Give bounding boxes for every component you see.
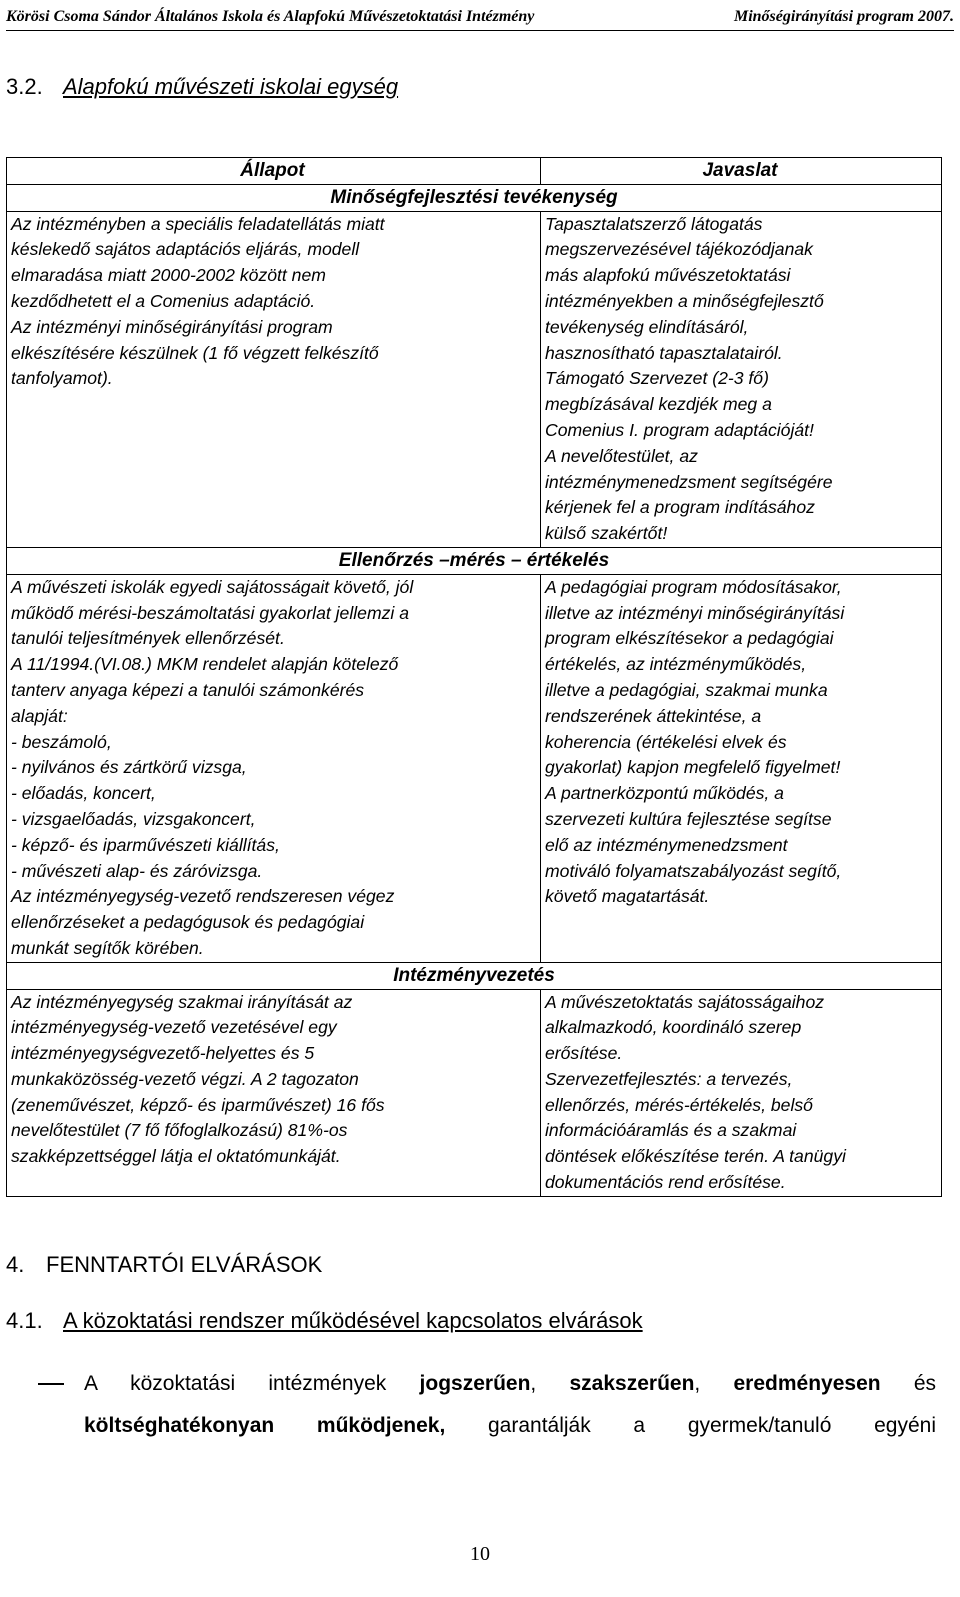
cell-line: szakképzettséggel látja el oktatómunkáját. xyxy=(11,1146,341,1167)
quality-table xyxy=(6,157,942,1197)
paragraph-text: , xyxy=(694,1372,734,1395)
group-heading-row xyxy=(7,184,942,211)
cell-line: Comenius I. program adaptációját! xyxy=(545,419,814,440)
cell-line: követő magatartását. xyxy=(545,886,710,907)
cell-line: megbízásával kezdjék meg a xyxy=(545,394,772,415)
cell-line: ellenőrzés, mérés-értékelés, belső xyxy=(545,1094,813,1115)
cell-line: rendszerének áttekintése, a xyxy=(545,705,762,726)
chapter-title: FENNTARTÓI ELVÁRÁSOK xyxy=(46,1252,323,1277)
paragraph-text: A közoktatási intézmények xyxy=(84,1372,420,1395)
cell-line: illetve a pedagógiai, szakmai munka xyxy=(545,679,828,700)
cell-line: munkát segítők körében. xyxy=(11,937,204,958)
cell-line: - képző- és iparművészeti kiállítás, xyxy=(11,834,280,855)
table-header-row xyxy=(7,158,942,185)
cell-line: - előadás, koncert, xyxy=(11,783,156,804)
cell-line: illetve az intézményi minőségirányítási xyxy=(545,602,845,623)
cell-line: tevékenység elindításáról, xyxy=(545,316,749,337)
cell-line: elő az intézménymenedzsment xyxy=(545,834,788,855)
cell-line: A művészetoktatás sajátosságaihoz xyxy=(545,991,825,1012)
cell-line: elmaradása miatt 2000-2002 között nem xyxy=(11,265,326,286)
cell-line: értékelés, az intézményműködés, xyxy=(545,654,807,675)
paragraph-emphasis: jogszerűen xyxy=(419,1372,531,1395)
cell-line: döntések előkészítése terén. A tanügyi xyxy=(545,1146,846,1167)
cell-line: munkaközösség-vezető végzi. A 2 tagozaton xyxy=(11,1068,359,1089)
section-title-text: Alapfokú művészeti iskolai egység xyxy=(63,74,399,99)
body-paragraph xyxy=(84,1363,936,1447)
paragraph-text: garantálják a gyermek/tanuló egyéni xyxy=(445,1414,936,1437)
table-row xyxy=(7,574,942,962)
chapter-number: 4. xyxy=(6,1252,25,1277)
cell-line: tanterv anyaga képezi a tanulói számonkérés xyxy=(11,679,365,700)
cell-line: alapját: xyxy=(11,705,68,726)
table-row xyxy=(7,989,942,1196)
cell-line: Az intézményi minőségirányítási program xyxy=(11,316,333,337)
cell-line: késlekedő sajátos adaptációs eljárás, modell xyxy=(11,239,360,260)
cell-javaslat xyxy=(541,574,942,962)
cell-line: kezdődhetett el a Comenius adaptáció. xyxy=(11,290,316,311)
paragraph-emphasis: szakszerűen xyxy=(569,1372,695,1395)
page-number: 10 xyxy=(470,1543,490,1565)
cell-line: nevelőtestület (7 fő főfoglalkozású) 81%-os xyxy=(11,1120,348,1141)
header-program: Minőségirányítási program 2007. xyxy=(733,8,954,25)
cell-line: koherencia (értékelési elvek és xyxy=(545,731,787,752)
cell-line: Támogató Szervezet (2-3 fő) xyxy=(545,368,769,389)
cell-line: - beszámoló, xyxy=(11,731,112,752)
cell-line: (zeneművészet, képző- és iparművészet) 16 fős xyxy=(11,1094,385,1115)
cell-line: A művészeti iskolák egyedi sajátosságait követő, jól xyxy=(11,576,414,597)
cell-line: tanfolyamot). xyxy=(11,368,113,389)
bullet-dash xyxy=(38,1383,64,1385)
cell-line: intézménymenedzsment segítségére xyxy=(545,471,833,492)
cell-line: - művészeti alap- és záróvizsga. xyxy=(11,860,263,881)
cell-javaslat xyxy=(541,989,942,1196)
paragraph-emphasis: eredményesen xyxy=(733,1372,881,1395)
page-header xyxy=(6,6,954,31)
cell-line: dokumentációs rend erősítése. xyxy=(545,1172,786,1193)
cell-line: - nyilvános és zártkörű vizsga, xyxy=(11,757,247,778)
cell-line: Az intézményegység szakmai irányítását az xyxy=(11,991,353,1012)
paragraph-text: , xyxy=(530,1372,570,1395)
cell-line: tanulói teljesítmények ellenőrzését. xyxy=(11,628,285,649)
cell-line: alkalmazkodó, koordináló szerep xyxy=(545,1017,802,1038)
cell-line: Tapasztalatszerző látogatás xyxy=(545,213,763,234)
cell-line: A partnerközpontú működés, a xyxy=(545,783,784,804)
cell-line: Szervezetfejlesztés: a tervezés, xyxy=(545,1068,793,1089)
cell-line: külső szakértőt! xyxy=(545,523,668,544)
cell-line: A 11/1994.(VI.08.) MKM rendelet alapján kötelező xyxy=(11,654,399,675)
subsection-number: 4.1. xyxy=(6,1308,43,1333)
cell-line: A nevelőtestület, az xyxy=(545,445,698,466)
group-heading-row xyxy=(7,962,942,989)
section-title xyxy=(6,74,398,100)
cell-line: elkészítésére készülnek (1 fő végzett felkészítő xyxy=(11,342,379,363)
cell-allapot xyxy=(7,574,541,962)
header-institution: Körösi Csoma Sándor Általános Iskola és Alapfokú Művészetoktatási Intézmény xyxy=(6,8,535,25)
cell-line: A pedagógiai program módosításakor, xyxy=(545,576,842,597)
group-heading-ellenorzes: Ellenőrzés –mérés – értékelés xyxy=(7,547,942,574)
cell-line: szervezeti kultúra fejlesztése segítse xyxy=(545,808,832,829)
cell-line: más alapfokú művészetoktatási xyxy=(545,265,791,286)
cell-line: információáramlás és a szakmai xyxy=(545,1120,797,1141)
cell-allapot xyxy=(7,211,541,547)
cell-line: megszervezésével tájékozódjanak xyxy=(545,239,813,260)
paragraph-text: és xyxy=(880,1372,937,1395)
cell-line: - vizsgaelőadás, vizsgakoncert, xyxy=(11,808,256,829)
cell-line: működő mérési-beszámoltatási gyakorlat jellemzi a xyxy=(11,602,409,623)
cell-line: intézményegység-vezető vezetésével egy xyxy=(11,1017,337,1038)
cell-line: intézményekben a minőségfejlesztő xyxy=(545,290,824,311)
cell-line: erősítése. xyxy=(545,1043,623,1064)
cell-line: kérjenek fel a program indításához xyxy=(545,497,815,518)
col-header-javaslat: Javaslat xyxy=(541,158,942,185)
cell-line: gyakorlat) kapjon megfelelő figyelmet! xyxy=(545,757,841,778)
group-heading-minosegfejlesztes: Minőségfejlesztési tevékenység xyxy=(7,184,942,211)
group-heading-intezmenyvezetes: Intézményvezetés xyxy=(7,962,942,989)
cell-line: motiváló folyamatszabályozást segítő, xyxy=(545,860,842,881)
col-header-allapot: Állapot xyxy=(7,158,541,185)
subsection-heading xyxy=(6,1308,643,1334)
cell-line: hasznosítható tapasztalatairól. xyxy=(545,342,783,363)
cell-allapot xyxy=(7,989,541,1196)
table-row xyxy=(7,211,942,547)
paragraph-emphasis: költséghatékonyan működjenek, xyxy=(84,1414,446,1437)
cell-line: Az intézményegység-vezető rendszeresen végez xyxy=(11,886,395,907)
cell-line: intézményegységvezető-helyettes és 5 xyxy=(11,1043,315,1064)
subsection-title: A közoktatási rendszer működésével kapcsolatos elvárások xyxy=(63,1308,643,1333)
cell-line: ellenőrzéseket a pedagógusok és pedagógiai xyxy=(11,912,365,933)
cell-line: Az intézményben a speciális feladatellátás miatt xyxy=(11,213,385,234)
section-number: 3.2. xyxy=(6,74,43,99)
group-heading-row xyxy=(7,547,942,574)
chapter-heading xyxy=(6,1252,322,1278)
cell-line: program elkészítésekor a pedagógiai xyxy=(545,628,834,649)
cell-javaslat xyxy=(541,211,942,547)
